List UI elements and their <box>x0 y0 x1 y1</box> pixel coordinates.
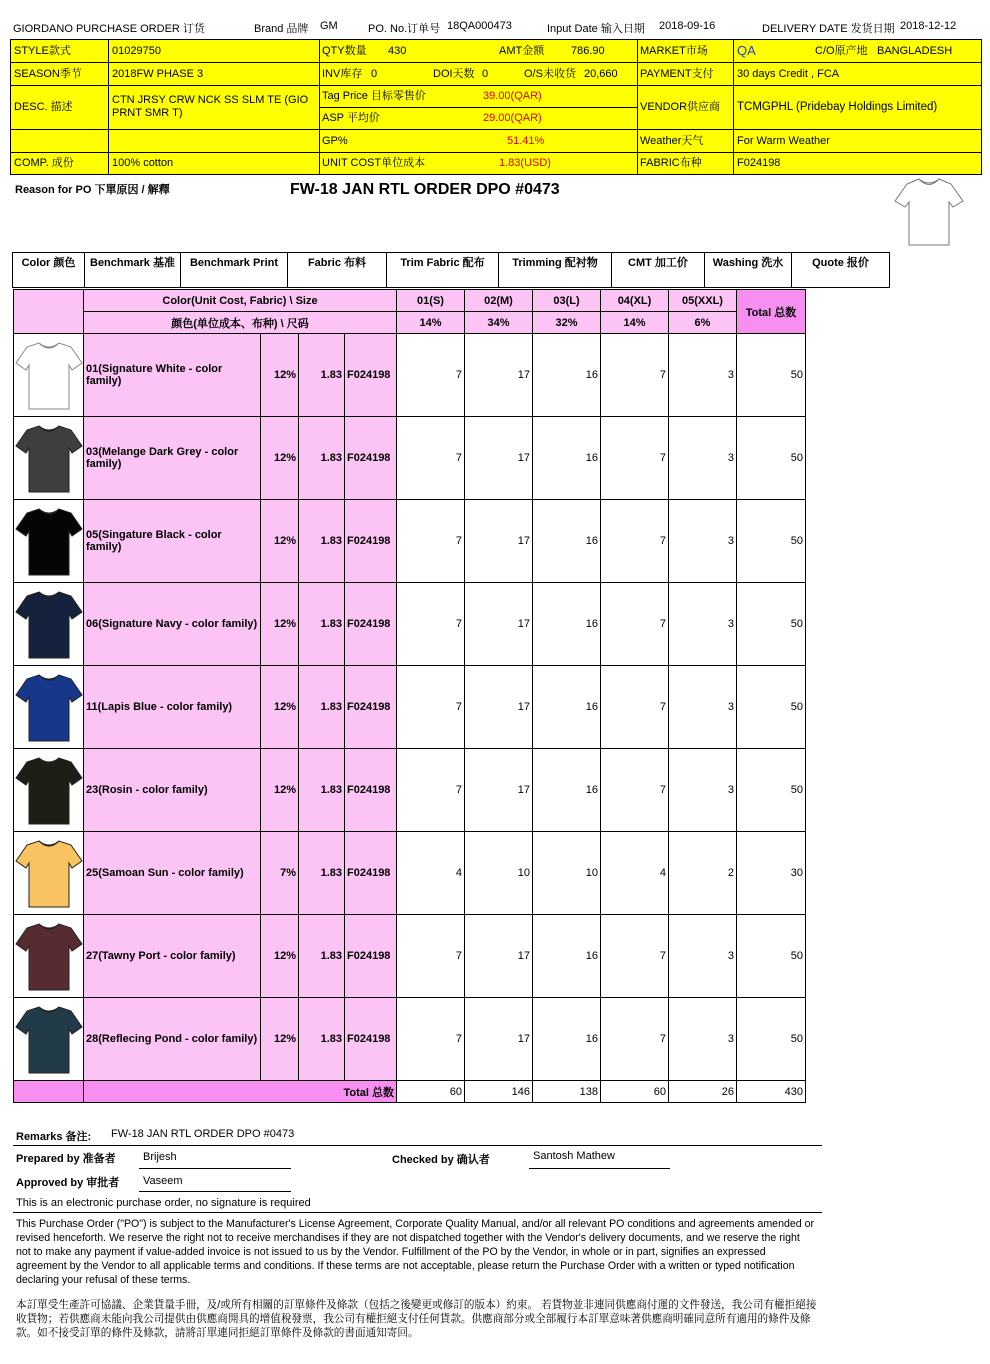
qty-cell: 3 <box>669 500 737 583</box>
payment-label: PAYMENT支付 <box>640 68 714 80</box>
qty-cell: 7 <box>397 666 465 749</box>
color-header: Color(Unit Cost, Fabric) \ Size <box>84 290 397 312</box>
qty-cell: 3 <box>669 998 737 1081</box>
bench-cmt: CMT 加工价 <box>612 253 705 287</box>
qty-cell: 16 <box>533 666 601 749</box>
unit-cost: 1.83 <box>299 666 345 749</box>
table-row <box>14 417 806 500</box>
row-total: 50 <box>737 749 806 832</box>
qty-cell: 7 <box>397 998 465 1081</box>
brand-label: Brand 品牌 <box>254 23 309 35</box>
color-pct: 12% <box>261 915 299 998</box>
unit-cost-label: UNIT COST单位成本 <box>322 157 426 169</box>
unit-cost: 1.83 <box>299 583 345 666</box>
size-pct-m: 34% <box>465 312 533 334</box>
po-title: GIORDANO PURCHASE ORDER 订货 <box>13 23 205 35</box>
qty-cell: 7 <box>601 583 669 666</box>
qty-label: QTY数量 <box>322 45 367 57</box>
weather-value: For Warm Weather <box>737 135 830 147</box>
order-quantity-table <box>13 289 806 1103</box>
qty-cell: 16 <box>533 334 601 417</box>
bench-washing: Washing 洗水 <box>705 253 792 287</box>
fabric-code: F024198 <box>345 583 397 666</box>
totals-spacer <box>14 1081 84 1103</box>
fabric-code: F024198 <box>345 749 397 832</box>
bench-trimming: Trimming 配衬物 <box>499 253 612 287</box>
table-row <box>14 832 806 915</box>
qty-cell: 7 <box>601 915 669 998</box>
season-label: SEASON季节 <box>14 68 82 80</box>
remarks-value: FW-18 JAN RTL ORDER DPO #0473 <box>111 1128 295 1140</box>
vendor-value: TCMGPHL (Pridebay Holdings Limited) <box>737 101 938 113</box>
color-swatch-image <box>14 832 84 915</box>
row-total: 50 <box>737 915 806 998</box>
qty-cell: 17 <box>465 998 533 1081</box>
bench-quote: Quote 报价 <box>812 257 869 269</box>
unit-cost: 1.83 <box>299 832 345 915</box>
checked-value: Santosh Mathew <box>533 1150 615 1162</box>
qty-cell: 7 <box>397 749 465 832</box>
unit-cost: 1.83 <box>299 334 345 417</box>
checked-label: Checked by 确认者 <box>392 1154 490 1166</box>
qty-cell: 17 <box>465 500 533 583</box>
qty-cell: 16 <box>533 915 601 998</box>
totals-row <box>14 1081 806 1103</box>
grand-total: 430 <box>737 1081 806 1103</box>
color-name: 01(Signature White - color family) <box>84 334 261 417</box>
color-pct: 7% <box>261 832 299 915</box>
color-swatch-image <box>14 666 84 749</box>
color-name: 11(Lapis Blue - color family) <box>84 666 261 749</box>
qty-cell: 7 <box>397 417 465 500</box>
qty-cell: 4 <box>397 832 465 915</box>
bench-benchmark-print: Benchmark Print <box>181 253 288 287</box>
asp-label: ASP 平均价 <box>322 112 380 124</box>
input-date-label: Input Date 输入日期 <box>547 23 645 35</box>
fabric-code: F024198 <box>345 915 397 998</box>
size-header-xl: 04(XL) <box>601 290 669 312</box>
qty-cell: 3 <box>669 334 737 417</box>
input-date: 2018-09-16 <box>659 20 716 32</box>
qty-cell: 17 <box>465 666 533 749</box>
comp-label: COMP. 成份 <box>14 157 74 169</box>
style-sketch-image <box>893 175 965 249</box>
unit-cost: 1.83 <box>299 500 345 583</box>
fabric-code: F024198 <box>345 666 397 749</box>
terms-english: This Purchase Order ("PO") is subject to the Manufacturer's License Agreement, Corporate Quality Manual, and/or all relevant PO conditions and agreements amended or revised henceforth. We reserve the right not to receive merchandises if they are not dispatched together with the Vendor's delivery documents, and we reserve the right not to make any payment if value-added invoice is not issued to us by the Vendor. Fulfillment of the PO by the Vendor, in whole or in part, signifies an expressed agreement by the Vendor to all applicable terms and conditions. If these terms are not acceptable, please return the Purchase Order with a written or typed notification declaring your refusal of these terms. <box>16 1218 815 1286</box>
order-title: FW-18 JAN RTL ORDER DPO #0473 <box>290 181 560 198</box>
terms-chinese: 本訂單受生產許可協議、企業貨量手冊，及/或所有相關的訂單條件及條款（包括之後變更或修訂的版本）約束。 若貨物並非連同供應商付運的文件發送，我公司有權拒絕接收貨物；若供應商未能向我公司提供由供應商開具的增值稅發票，我公司有權拒絕支付任何貨款。供應商部分或全部履行本訂單意味著供應商明確同意所有適用的條件及條款。如不接受訂單的條件及條款，請將訂單連同拒絕訂單條件及條款的書面通知寄回。 <box>16 1299 817 1339</box>
fabric-code: F024198 <box>345 417 397 500</box>
color-swatch-image <box>14 583 84 666</box>
unit-cost: 1.83 <box>299 998 345 1081</box>
color-pct: 12% <box>261 998 299 1081</box>
unit-cost-value: 1.83(USD) <box>499 157 551 169</box>
size-total: 146 <box>465 1081 533 1103</box>
size-pct-l: 32% <box>533 312 601 334</box>
qty-cell: 7 <box>397 583 465 666</box>
row-total: 50 <box>737 500 806 583</box>
color-name: 03(Melange Dark Grey - color family) <box>84 417 261 500</box>
qty-cell: 7 <box>601 749 669 832</box>
qty-cell: 17 <box>465 334 533 417</box>
approved-label: Approved by 审批者 <box>16 1177 120 1189</box>
po-info-panel <box>10 39 982 175</box>
table-row <box>14 583 806 666</box>
qty-value: 430 <box>388 45 407 57</box>
os-value: 20,660 <box>584 68 618 80</box>
image-header <box>14 290 84 334</box>
qty-cell: 17 <box>465 583 533 666</box>
po-number: 18QA000473 <box>447 20 512 32</box>
bench-benchmark: Benchmark 基准 <box>85 253 181 287</box>
bench-fabric: Fabric 布料 <box>288 253 387 287</box>
tag-price-label: Tag Price 目标零售价 <box>322 90 426 102</box>
table-row <box>14 500 806 583</box>
color-header-cn: 颜色(单位成本、布种) \ 尺码 <box>84 312 397 334</box>
row-total: 50 <box>737 417 806 500</box>
color-pct: 12% <box>261 666 299 749</box>
qty-cell: 4 <box>601 832 669 915</box>
size-pct-xxl: 6% <box>669 312 737 334</box>
totals-label: Total 总数 <box>84 1081 397 1103</box>
doi-value: 0 <box>482 68 489 80</box>
color-pct: 12% <box>261 583 299 666</box>
desc-value: CTN JRSY CRW NCK SS SLM TE (GIO PRNT SMR T) <box>112 94 309 119</box>
season-value: 2018FW PHASE 3 <box>112 68 204 80</box>
qty-cell: 3 <box>669 749 737 832</box>
color-pct: 12% <box>261 334 299 417</box>
qty-cell: 3 <box>669 666 737 749</box>
row-total: 50 <box>737 666 806 749</box>
qty-cell: 2 <box>669 832 737 915</box>
table-row <box>14 915 806 998</box>
inv-value: 0 <box>371 68 378 80</box>
color-swatch-image <box>14 998 84 1081</box>
size-header-l: 03(L) <box>533 290 601 312</box>
unit-cost: 1.83 <box>299 749 345 832</box>
size-header-xxl: 05(XXL) <box>669 290 737 312</box>
qty-cell: 10 <box>465 832 533 915</box>
qty-cell: 3 <box>669 417 737 500</box>
qty-cell: 16 <box>533 500 601 583</box>
color-name: 06(Signature Navy - color family) <box>84 583 261 666</box>
reason-label: Reason for PO 下單原因 / 解釋 <box>15 184 170 196</box>
benchmark-row <box>12 252 890 288</box>
delivery-date: 2018-12-12 <box>900 20 957 32</box>
gp-value: 51.41% <box>507 135 545 147</box>
approved-value: Vaseem <box>143 1175 183 1187</box>
style-value: 01029750 <box>112 45 161 57</box>
size-header-s: 01(S) <box>397 290 465 312</box>
qty-cell: 3 <box>669 583 737 666</box>
delivery-date-label: DELIVERY DATE 发货日期 <box>762 23 895 35</box>
color-pct: 12% <box>261 500 299 583</box>
market-label: MARKET市场 <box>640 45 708 57</box>
size-total: 60 <box>397 1081 465 1103</box>
row-total: 50 <box>737 583 806 666</box>
weather-label: Weather天气 <box>640 135 704 147</box>
row-total: 50 <box>737 998 806 1081</box>
color-name: 28(Reflecing Pond - color family) <box>84 998 261 1081</box>
color-name: 05(Singature Black - color family) <box>84 500 261 583</box>
qty-cell: 7 <box>601 417 669 500</box>
market-value: QA <box>737 43 756 58</box>
unit-cost: 1.83 <box>299 915 345 998</box>
fabric-value: F024198 <box>737 157 781 169</box>
payment-value: 30 days Credit , FCA <box>737 68 840 80</box>
qty-cell: 3 <box>669 915 737 998</box>
vendor-label: VENDOR供应商 <box>640 101 721 113</box>
tag-price-value: 39.00(QAR) <box>483 90 542 102</box>
asp-value: 29.00(QAR) <box>483 112 542 124</box>
bench-color: Color 颜色 <box>13 253 85 287</box>
style-label: STYLE款式 <box>14 45 71 57</box>
electronic-note: This is an electronic purchase order, no signature is required <box>16 1197 311 1209</box>
size-total: 26 <box>669 1081 737 1103</box>
size-total: 60 <box>601 1081 669 1103</box>
brand-value: GM <box>320 20 338 32</box>
fabric-code: F024198 <box>345 832 397 915</box>
color-swatch-image <box>14 915 84 998</box>
gp-label: GP% <box>322 135 348 147</box>
origin-value: BANGLADESH <box>877 45 953 57</box>
fabric-code: F024198 <box>345 998 397 1081</box>
qty-cell: 16 <box>533 749 601 832</box>
table-row <box>14 334 806 417</box>
bench-trim-fabric: Trim Fabric 配布 <box>387 253 499 287</box>
color-name: 23(Rosin - color family) <box>84 749 261 832</box>
inv-label: INV库存 <box>322 68 363 80</box>
row-total: 30 <box>737 832 806 915</box>
qty-cell: 16 <box>533 417 601 500</box>
color-name: 27(Tawny Port - color family) <box>84 915 261 998</box>
color-swatch-image <box>14 417 84 500</box>
qty-cell: 7 <box>601 334 669 417</box>
qty-cell: 17 <box>465 915 533 998</box>
color-pct: 12% <box>261 749 299 832</box>
prepared-label: Prepared by 准备者 <box>16 1153 116 1165</box>
po-number-label: PO. No.订单号 <box>368 23 441 35</box>
prepared-value: Brijesh <box>143 1151 177 1163</box>
qty-cell: 7 <box>397 915 465 998</box>
doi-label: DOI天数 <box>433 68 475 80</box>
size-header-m: 02(M) <box>465 290 533 312</box>
qty-cell: 7 <box>601 666 669 749</box>
desc-label: DESC. 描述 <box>14 101 73 113</box>
qty-cell: 16 <box>533 583 601 666</box>
size-pct-s: 14% <box>397 312 465 334</box>
color-swatch-image <box>14 334 84 417</box>
qty-cell: 7 <box>397 334 465 417</box>
remarks-label: Remarks 备注: <box>16 1131 92 1143</box>
comp-value: 100% cotton <box>112 157 174 169</box>
qty-cell: 17 <box>465 417 533 500</box>
qty-cell: 7 <box>601 500 669 583</box>
qty-cell: 10 <box>533 832 601 915</box>
color-name: 25(Samoan Sun - color family) <box>84 832 261 915</box>
os-label: O/S未收货 <box>524 68 576 80</box>
color-pct: 12% <box>261 417 299 500</box>
amt-value: 786.90 <box>571 45 605 57</box>
row-total: 50 <box>737 334 806 417</box>
color-swatch-image <box>14 500 84 583</box>
qty-cell: 7 <box>397 500 465 583</box>
origin-label: C/O原产地 <box>815 45 868 57</box>
size-pct-xl: 14% <box>601 312 669 334</box>
table-row <box>14 749 806 832</box>
fabric-code: F024198 <box>345 500 397 583</box>
table-row <box>14 998 806 1081</box>
qty-cell: 7 <box>601 998 669 1081</box>
size-total: 138 <box>533 1081 601 1103</box>
qty-cell: 17 <box>465 749 533 832</box>
total-header: Total 总数 <box>737 290 806 334</box>
table-row <box>14 666 806 749</box>
color-swatch-image <box>14 749 84 832</box>
amt-label: AMT金额 <box>499 45 545 57</box>
qty-cell: 16 <box>533 998 601 1081</box>
unit-cost: 1.83 <box>299 417 345 500</box>
fabric-code: F024198 <box>345 334 397 417</box>
fabric-label: FABRIC布种 <box>640 157 702 169</box>
